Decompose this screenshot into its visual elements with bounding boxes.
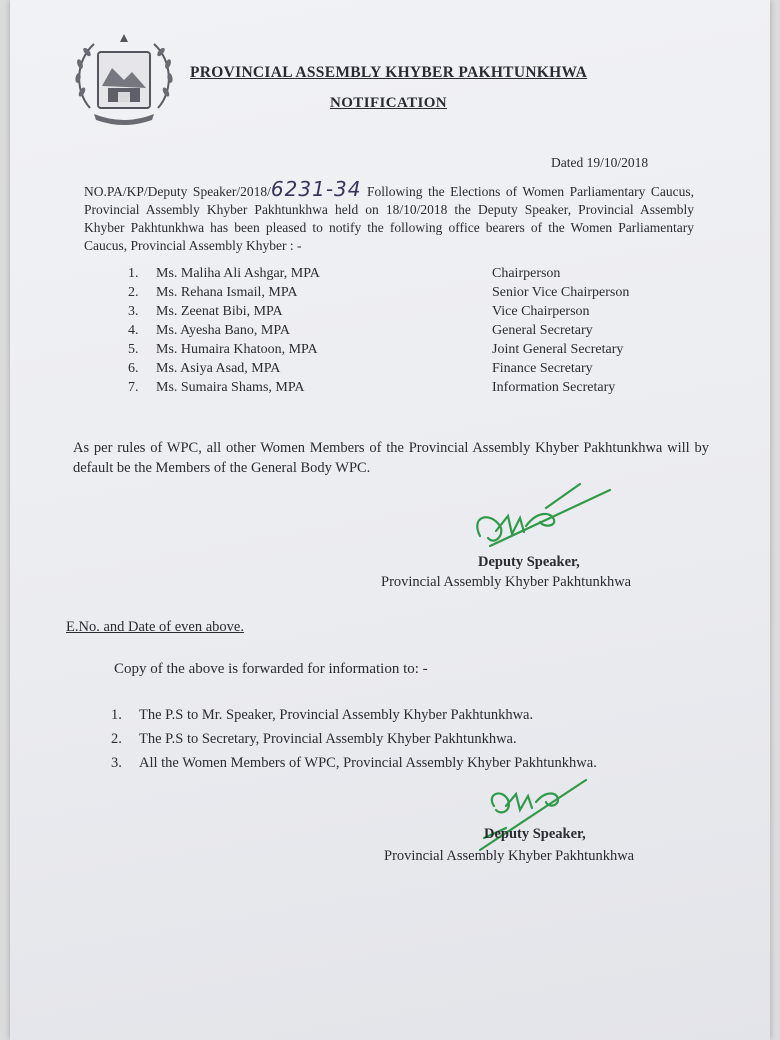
assembly-emblem-icon	[68, 30, 180, 128]
list-item: 6. Ms. Asiya Asad, MPA Finance Secretary	[128, 361, 593, 376]
list-item: 2. Ms. Rehana Ismail, MPA Senior Vice Chairperson	[128, 285, 630, 300]
list-item: 3. Ms. Zeenat Bibi, MPA Vice Chairperson	[128, 304, 590, 319]
signature-icon	[460, 476, 620, 556]
distribution-list	[111, 703, 597, 775]
handwritten-reference: 6231-34	[270, 177, 362, 201]
signatory-organization: Provincial Assembly Khyber Pakhtunkhwa	[384, 848, 635, 864]
reference-number: NO.PA/KP/Deputy Speaker/2018/	[84, 184, 271, 199]
list-item: 4. Ms. Ayesha Bano, MPA General Secretary	[128, 323, 593, 338]
office-bearers-list	[128, 264, 648, 397]
list-item: 5. Ms. Humaira Khatoon, MPA Joint General Secretary	[128, 342, 624, 357]
endorsement-reference: E.No. and Date of even above.	[66, 619, 244, 635]
list-item: 3. All the Women Members of WPC, Provincial Assembly Khyber Pakhtunkhwa.	[111, 755, 597, 771]
list-item: 1. Ms. Maliha Ali Ashgar, MPA Chairperson	[128, 266, 561, 281]
copy-forward-line: Copy of the above is forwarded for information to: -	[114, 661, 428, 677]
signature-icon	[466, 776, 596, 856]
notification-heading: NOTIFICATION	[330, 95, 448, 111]
signatory-organization: Provincial Assembly Khyber Pakhtunkhwa	[381, 574, 632, 590]
document-page	[10, 0, 770, 1040]
notification-body	[84, 177, 695, 255]
assembly-title: PROVINCIAL ASSEMBLY KHYBER PAKHTUNKHWA	[190, 64, 588, 81]
list-item: 7. Ms. Sumaira Shams, MPA Information Secretary	[128, 380, 616, 395]
list-item: 2. The P.S to Secretary, Provincial Assembly Khyber Pakhtunkhwa.	[111, 731, 517, 747]
rules-paragraph: As per rules of WPC, all other Women Members of the Provincial Assembly Khyber Pakhtunkhwa will by default be the Members of the General Body WPC.	[73, 440, 709, 476]
signatory-title: Deputy Speaker,	[484, 826, 586, 842]
notification-date: Dated 19/10/2018	[551, 155, 649, 170]
list-item: 1. The P.S to Mr. Speaker, Provincial Assembly Khyber Pakhtunkhwa.	[111, 707, 534, 723]
signatory-title: Deputy Speaker,	[478, 554, 580, 570]
body-text: Following the Elections of Women Parliamentary Caucus, Provincial Assembly Khyber Pakhtunkhwa held on 18/10/2018 the Deputy Speaker, Provincial Assembly Khyber Pakhtunkhwa has been pleased to notify the following office bearers of the Women Parliamentary Caucus, Provincial Assembly Khyber : -	[84, 184, 695, 253]
